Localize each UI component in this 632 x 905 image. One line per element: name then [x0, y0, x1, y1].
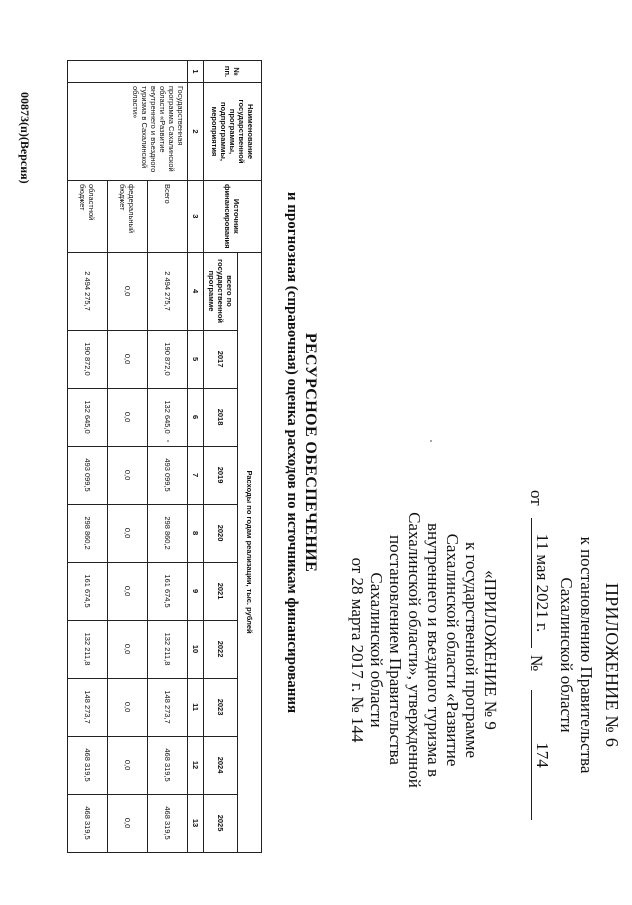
value-cell: 0,0	[108, 388, 148, 446]
source-cell: Всего	[148, 181, 188, 253]
value-cell: 132 211,8	[148, 620, 188, 678]
value-cell: 0,0	[108, 562, 148, 620]
col-number: 11	[188, 678, 204, 736]
col-number: 3	[188, 181, 204, 253]
value-cell: 132 645,0	[148, 388, 188, 446]
header-num: № пп.	[204, 61, 262, 83]
date-from-label: от	[527, 490, 546, 506]
col-number: 7	[188, 446, 204, 504]
header-year: 2017	[204, 330, 238, 388]
value-cell: 0,0	[108, 794, 148, 852]
source-cell: областной бюджет	[68, 181, 108, 253]
value-cell: 0,0	[108, 504, 148, 562]
value-cell: 468 319,5	[148, 736, 188, 794]
value-cell: 493 099,5	[68, 446, 108, 504]
col-number: 1	[188, 61, 204, 83]
value-cell: 132 645,0	[68, 388, 108, 446]
header-source: Источник финансирования	[204, 181, 262, 253]
col-number: 6	[188, 388, 204, 446]
header-name: Наименование государственной программы, подпрограммы, мероприятия	[204, 83, 262, 181]
total-cell: 0,0	[108, 252, 148, 330]
number-sign: №	[527, 655, 546, 672]
col-number: 8	[188, 504, 204, 562]
orig-appendix-line: постановлением Правительства	[386, 535, 405, 765]
table-row	[148, 61, 188, 853]
value-cell: 161 674,5	[148, 562, 188, 620]
value-cell: 0,0	[108, 446, 148, 504]
header-total: всего по государственной программе	[204, 252, 238, 330]
header-expenses: Расходы по годам реализации, тыс. рублей	[238, 252, 262, 852]
value-cell: 298 860,2	[148, 504, 188, 562]
scan-speck	[167, 440, 169, 442]
total-cell: 2 494 275,7	[148, 252, 188, 330]
header-year: 2019	[204, 446, 238, 504]
col-number: 9	[188, 562, 204, 620]
value-cell: 190 872,0	[148, 330, 188, 388]
value-cell: 0,0	[108, 620, 148, 678]
col-number: 5	[188, 330, 204, 388]
orig-appendix-line: Сахалинской области», утвержденной	[405, 512, 424, 788]
resource-table	[67, 60, 262, 853]
value-cell: 148 273,7	[68, 678, 108, 736]
header-year: 2020	[204, 504, 238, 562]
value-cell: 493 099,5	[148, 446, 188, 504]
decree-number: 174	[531, 690, 552, 820]
column-numbers-row	[188, 61, 204, 853]
orig-appendix-line: Сахалинской области	[367, 572, 386, 728]
value-cell: 190 872,0	[68, 330, 108, 388]
value-cell: 468 319,5	[148, 794, 188, 852]
col-number: 12	[188, 736, 204, 794]
orig-appendix-line: «ПРИЛОЖЕНИЕ № 9	[481, 570, 500, 730]
value-cell: 148 273,7	[148, 678, 188, 736]
scan-speck	[430, 440, 432, 442]
header-year: 2022	[204, 620, 238, 678]
document-subtitle: и прогнозная (справочная) оценка расходов по источникам финансирования	[284, 191, 300, 714]
orig-appendix-line: внутреннего и въездного туризма в	[424, 522, 443, 778]
value-cell: 0,0	[108, 678, 148, 736]
total-cell: 2 494 275,7	[68, 252, 108, 330]
program-name: Государственная программа Сахалинской области «Развитие внутреннего и въездного туризма в Сахалинской области»	[68, 83, 188, 181]
orig-appendix-line: к государственной программе	[462, 541, 481, 759]
col-number: 4	[188, 252, 204, 330]
document-title: РЕСУРСНОЕ ОБЕСПЕЧЕНИЕ	[302, 332, 319, 573]
document-version-code: 00873(п)(Версия)	[18, 92, 32, 184]
decree-date: 11 мая 2021 г.	[531, 518, 552, 648]
header-year: 2018	[204, 388, 238, 446]
appendix-decree-line2: Сахалинской области	[557, 577, 576, 733]
header-year: 2021	[204, 562, 238, 620]
value-cell: 468 319,5	[68, 794, 108, 852]
value-cell: 0,0	[108, 330, 148, 388]
header-year: 2023	[204, 678, 238, 736]
orig-appendix-line: от 28 марта 2017 г. № 144	[348, 557, 367, 743]
header-year: 2024	[204, 736, 238, 794]
value-cell: 161 674,5	[68, 562, 108, 620]
value-cell: 132 211,8	[68, 620, 108, 678]
value-cell: 298 860,2	[68, 504, 108, 562]
col-number: 13	[188, 794, 204, 852]
value-cell: 468 319,5	[68, 736, 108, 794]
row-number-cell	[68, 61, 188, 83]
source-cell: федеральный бюджет	[108, 181, 148, 253]
col-number: 10	[188, 620, 204, 678]
col-number: 2	[188, 83, 204, 181]
orig-appendix-line: Сахалинской области «Развитие	[443, 533, 462, 767]
header-year: 2025	[204, 794, 238, 852]
value-cell: 0,0	[108, 736, 148, 794]
appendix-decree-line1: к постановлению Правительства	[577, 536, 596, 774]
appendix-title: ПРИЛОЖЕНИЕ № 6	[602, 582, 622, 748]
